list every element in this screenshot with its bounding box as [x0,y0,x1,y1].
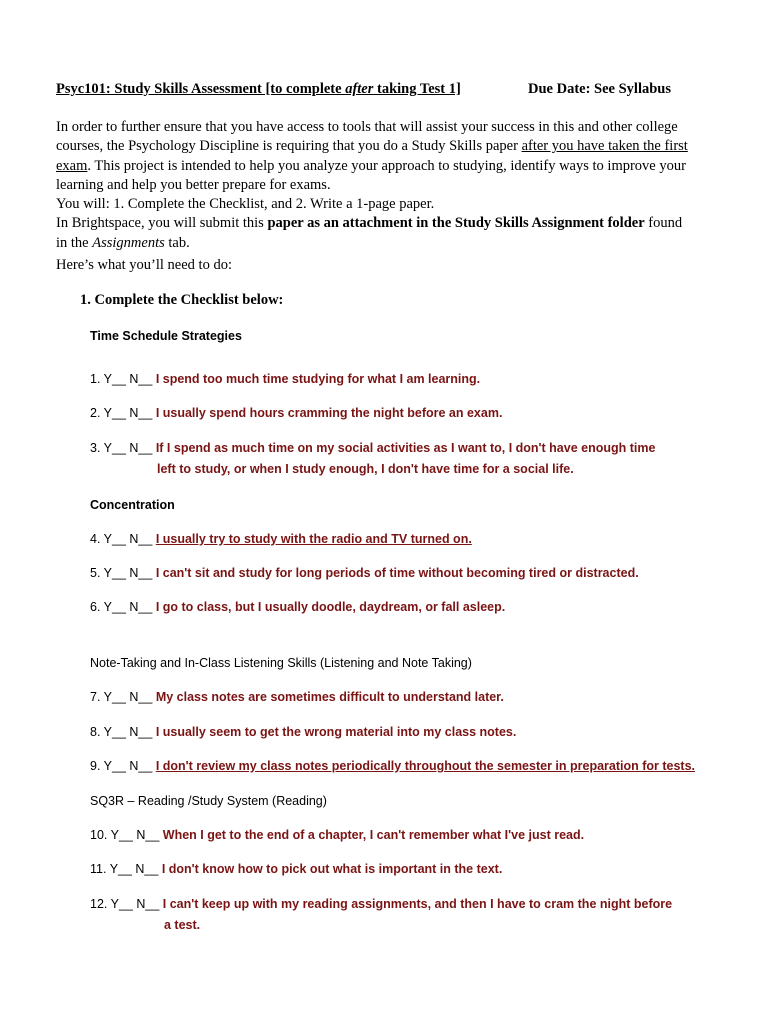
intro-bold: paper as an attachment in the Study Skills Assignment folder [267,215,645,232]
checklist-item-9 [90,756,730,777]
title-text: Psyc101: Study Skills Assessment [to complete [56,81,346,97]
item-text: If I spend as much time on my social activities as I want to, I don't have enough time [155,441,656,455]
checklist-item-8 [90,722,730,743]
intro-text-2: You will: 1. Complete the Checklist, and 2. Write a 1-page paper. [56,196,435,213]
intro-paragraph [56,118,696,253]
item-text: I usually spend hours cramming the night before an exam. [155,406,503,420]
item-text: I don't know how to pick out what is important in the text. [161,862,503,876]
item-text: I usually try to study with the radio and TV turned on. [155,532,472,546]
section-note-taking: Note-Taking and In-Class Listening Skills (Listening and Note Taking) [90,656,472,670]
checklist-item-10 [90,825,730,846]
item-text-continued: left to study, or when I study enough, I don't have time for a social life. [157,462,574,476]
section-sq3r: SQ3R – Reading /Study System (Reading) [90,794,327,808]
document-header [56,81,696,98]
intro-text-1 [56,118,696,195]
title-text-end: taking Test 1] [373,81,461,97]
item-number: 12. Y__ N__ [90,897,160,911]
item-number: 11. Y__ N__ [90,862,159,876]
item-text: I don't review my class notes periodically throughout the semester in preparation for tests. [155,759,696,773]
item-text-continued: a test. [164,918,201,932]
title-italic: after [345,81,374,97]
item-number: 5. Y__ N__ [90,566,153,580]
item-text: I usually seem to get the wrong material into my class notes. [155,725,517,739]
checklist-item-12 [90,894,730,936]
item-text: When I get to the end of a chapter, I can't remember what I've just read. [162,828,585,842]
checklist-item-7 [90,687,730,708]
item-text: I go to class, but I usually doodle, daydream, or fall asleep. [155,600,506,614]
item-number: 10. Y__ N__ [90,828,160,842]
step-1-heading: 1. Complete the Checklist below: [80,292,284,308]
item-text: My class notes are sometimes difficult to understand later. [155,690,504,704]
instructions-lead: Here’s what you’ll need to do: [56,257,232,273]
item-text: I spend too much time studying for what I am learning. [155,372,481,386]
section-time-schedule: Time Schedule Strategies [90,329,242,343]
intro-italic: Assignments [92,234,165,251]
intro-text-1b: . This project is intended to help you analyze your approach to studying, identify ways to improve your learning and help you better prepare for exams. [56,157,686,193]
intro-text-3c: tab. [164,234,190,251]
item-number: 3. Y__ N__ [90,441,153,455]
item-number: 6. Y__ N__ [90,600,153,614]
intro-underline: after you have taken the first exam [56,138,688,174]
item-text: I can't keep up with my reading assignments, and then I have to cram the night before [162,897,673,911]
intro-text-3 [56,214,696,253]
item-number: 4. Y__ N__ [90,532,153,546]
due-date: Due Date: See Syllabus [528,81,671,97]
item-number: 7. Y__ N__ [90,690,153,704]
checklist-item-6 [90,597,730,618]
intro-text-3b: found in the [56,215,683,251]
checklist-item-5 [90,563,730,584]
item-number: 2. Y__ N__ [90,406,153,420]
item-number: 8. Y__ N__ [90,725,153,739]
assignment-title [56,81,461,97]
checklist-item-2 [90,403,730,424]
section-concentration: Concentration [90,498,175,512]
checklist-item-11 [90,859,730,880]
checklist-item-4 [90,529,730,550]
intro-text-3a: In Brightspace, you will submit this [56,215,268,232]
item-number: 9. Y__ N__ [90,759,153,773]
item-number: 1. Y__ N__ [90,372,153,386]
item-text: I can't sit and study for long periods of time without becoming tired or distracted. [155,566,639,580]
checklist-item-3 [90,438,730,480]
intro-text-1a: In order to further ensure that you have access to tools that will assist your success in this and other college courses, the Psychology Discipline is requiring that you do a Study Skills paper [56,119,678,155]
checklist-item-1 [90,369,730,390]
